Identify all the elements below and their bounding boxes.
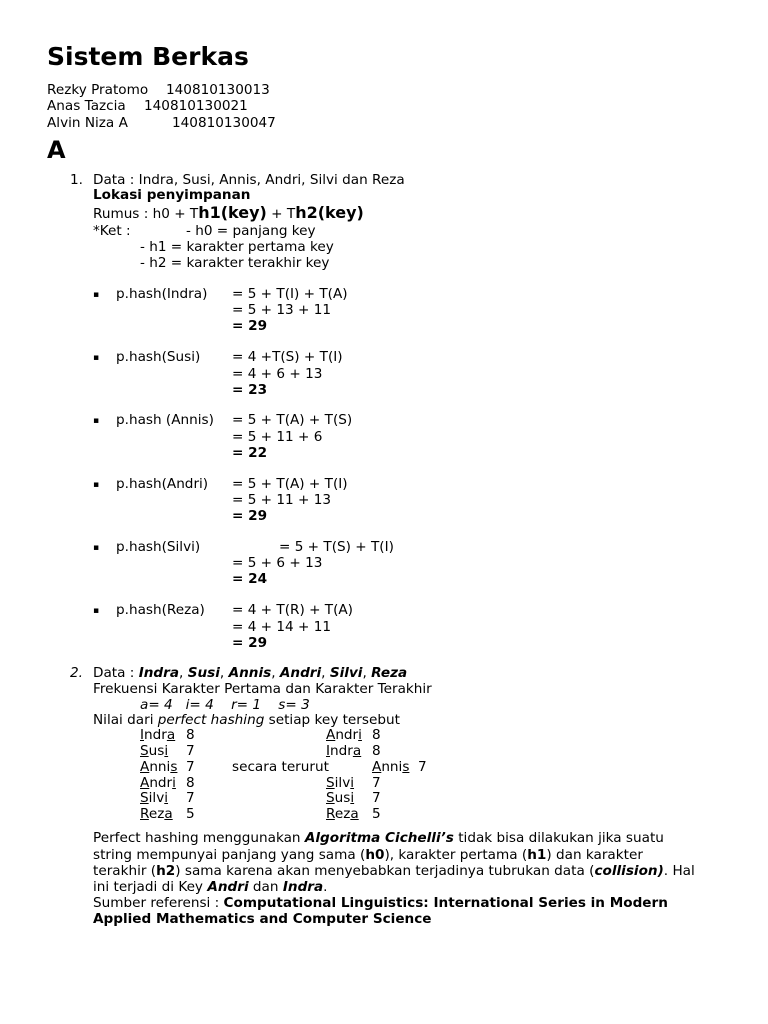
- hash-result: = 24: [232, 571, 268, 587]
- author-nim: 140810130021: [144, 98, 248, 114]
- list-number: 2.: [70, 665, 83, 681]
- list-item: Susi: [140, 743, 169, 759]
- ket-item: - h1 = karakter pertama key: [140, 239, 334, 255]
- list-value: 8: [186, 775, 195, 791]
- list-number: 1.: [70, 172, 83, 188]
- hash-label: p.hash(Indra): [116, 286, 208, 302]
- paragraph-line: terakhir (h2) sama karena akan menyebabkan terjadinya tubrukan data (collision). Hal: [93, 863, 695, 879]
- list-item: Susi: [326, 790, 355, 806]
- paragraph-line: string mempunyai panjang yang sama (h0), karakter pertama (h1) dan karakter: [93, 847, 643, 863]
- list-value: 8: [372, 727, 381, 743]
- list-item: Indra: [326, 743, 362, 759]
- author-nim: 140810130013: [166, 82, 270, 98]
- hash-result: = 29: [232, 318, 268, 334]
- list-item: Annis: [372, 759, 410, 775]
- bullet-icon: ▪: [93, 353, 100, 363]
- paragraph-line: ini terjadi di Key Andri dan Indra.: [93, 879, 328, 895]
- ket-item: - h2 = karakter terakhir key: [140, 255, 330, 271]
- bullet-icon: ▪: [93, 290, 100, 300]
- hash-formula: = 4 +T(S) + T(I): [232, 349, 343, 365]
- list-item: Annis: [140, 759, 178, 775]
- hash-sum: = 5 + 11 + 13: [232, 492, 332, 508]
- hash-result: = 29: [232, 635, 268, 651]
- rumus-line: Rumus : h0 + Th1(key) + Th2(key): [93, 203, 364, 222]
- list-value: 5: [372, 806, 381, 822]
- list-value: 7: [418, 759, 427, 775]
- list-value: 7: [186, 759, 195, 775]
- list-item: Silvi: [326, 775, 355, 791]
- hash-sum: = 5 + 13 + 11: [232, 302, 332, 318]
- section-heading: A: [47, 136, 66, 164]
- hash-result: = 22: [232, 445, 268, 461]
- hash-formula: = 5 + T(A) + T(I): [232, 476, 348, 492]
- paragraph-line: Perfect hashing menggunakan Algoritma Cichelli’s tidak bisa dilakukan jika suatu: [93, 830, 664, 846]
- author-row: Anas Tazcia: [47, 98, 126, 114]
- bullet-icon: ▪: [93, 480, 100, 490]
- ket-label: *Ket :: [93, 223, 131, 239]
- bullet-icon: ▪: [93, 606, 100, 616]
- lokasi-heading: Lokasi penyimpanan: [93, 187, 251, 203]
- reference-line: Applied Mathematics and Computer Science: [93, 911, 432, 927]
- hash-sum: = 5 + 11 + 6: [232, 429, 323, 445]
- hash-formula: = 5 + T(I) + T(A): [232, 286, 348, 302]
- page-title: Sistem Berkas: [47, 42, 249, 71]
- hash-result: = 23: [232, 382, 268, 398]
- frek-line: Frekuensi Karakter Pertama dan Karakter Terakhir: [93, 681, 432, 697]
- list-item: Andri: [140, 775, 176, 791]
- list-value: 7: [186, 790, 195, 806]
- list-value: 5: [186, 806, 195, 822]
- reference-line: Sumber referensi : Computational Linguistics: International Series in Modern: [93, 895, 668, 911]
- hash-label: p.hash(Andri): [116, 476, 209, 492]
- author-row: Alvin Niza A: [47, 115, 128, 131]
- list-value: 7: [372, 790, 381, 806]
- author-row: Rezky Pratomo: [47, 82, 149, 98]
- hash-label: p.hash(Susi): [116, 349, 201, 365]
- data-line: Data : Indra, Susi, Annis, Andri, Silvi dan Reza: [93, 172, 405, 188]
- hash-sum: = 4 + 14 + 11: [232, 619, 332, 635]
- list-item: Reza: [326, 806, 359, 822]
- hash-label: p.hash(Silvi): [116, 539, 201, 555]
- hash-label: p.hash (Annis): [116, 412, 214, 428]
- freq-values: a= 4 i= 4 r= 1 s= 3: [140, 697, 310, 713]
- q2-data-line: Data : Indra, Susi, Annis, Andri, Silvi, Reza: [93, 665, 408, 681]
- list-value: 8: [186, 727, 195, 743]
- hash-sum: = 5 + 6 + 13: [232, 555, 323, 571]
- bullet-icon: ▪: [93, 416, 100, 426]
- list-item: Reza: [140, 806, 173, 822]
- list-item: Indra: [140, 727, 176, 743]
- hash-sum: = 4 + 6 + 13: [232, 366, 323, 382]
- hash-formula: = 5 + T(S) + T(I): [279, 539, 394, 555]
- list-item: Silvi: [140, 790, 169, 806]
- bullet-icon: ▪: [93, 543, 100, 553]
- author-nim: 140810130047: [172, 115, 276, 131]
- list-value: 7: [372, 775, 381, 791]
- hash-label: p.hash(Reza): [116, 602, 205, 618]
- list-value: 8: [372, 743, 381, 759]
- hash-result: = 29: [232, 508, 268, 524]
- sorted-label: secara terurut: [232, 759, 329, 775]
- list-item: Andri: [326, 727, 362, 743]
- hash-formula: = 4 + T(R) + T(A): [232, 602, 353, 618]
- nilai-line: Nilai dari perfect hashing setiap key tersebut: [93, 712, 400, 728]
- ket-item: - h0 = panjang key: [186, 223, 316, 239]
- list-value: 7: [186, 743, 195, 759]
- hash-formula: = 5 + T(A) + T(S): [232, 412, 353, 428]
